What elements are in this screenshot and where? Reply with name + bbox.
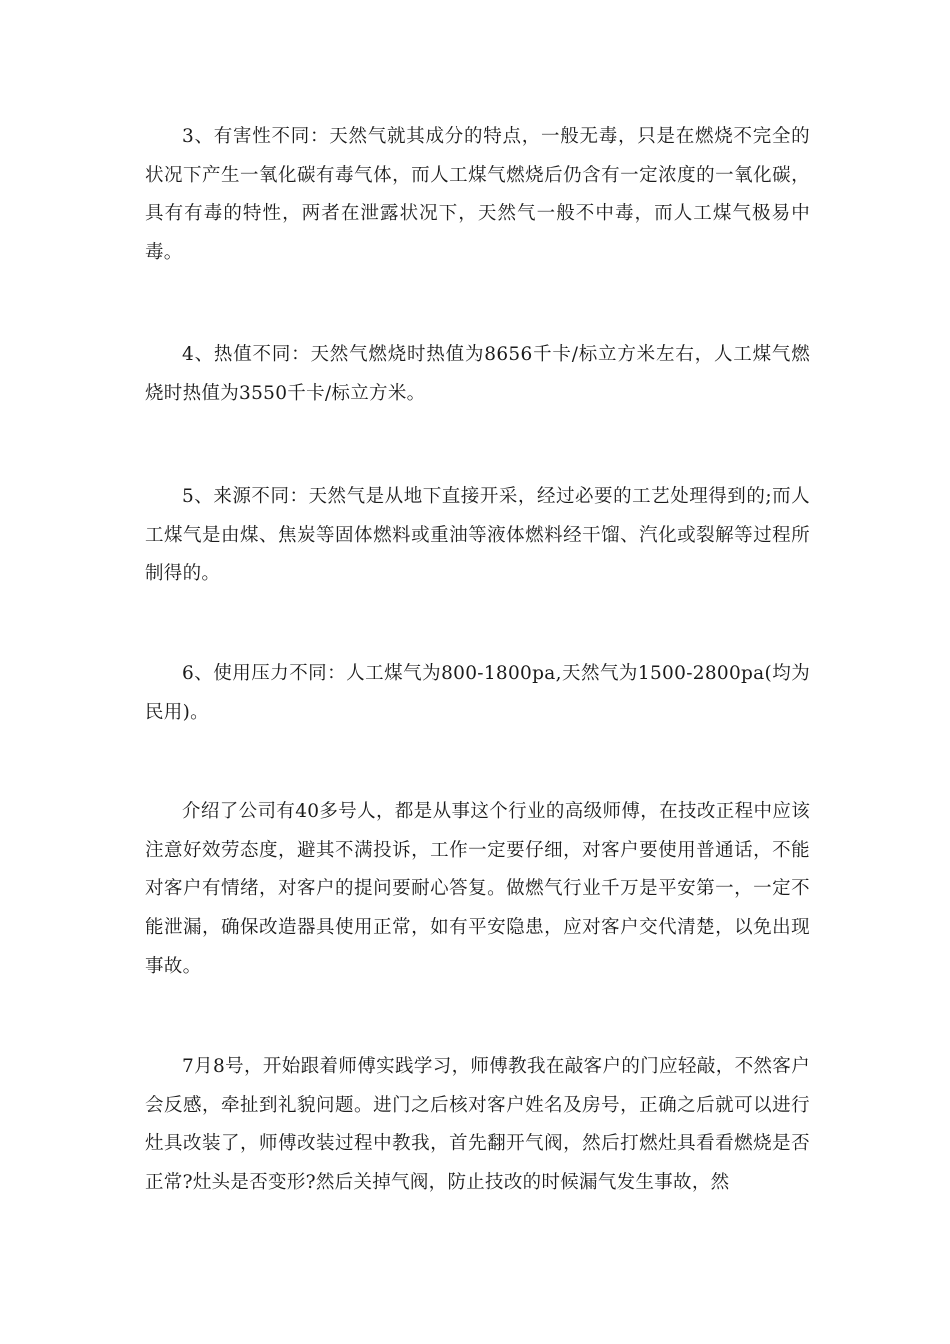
paragraph-company-intro: 介绍了公司有40多号人，都是从事这个行业的高级师傅，在技改正程中应该注意好效劳态度，避其不满投诉，工作一定要仔细，对客户要使用普通话，不能对客户有情绪，对客户的提问要耐心答复。做燃气行业千万是平安第一，一定不能泄漏，确保改造器具使用正常，如有平安隐患，应对客户交代清楚，以免出现事故。	[145, 801, 810, 977]
paragraph-source: 5、来源不同：天然气是从地下直接开采，经过必要的工艺处理得到的;而人工煤气是由煤、焦炭等固体燃料或重油等液体燃料经干馏、汽化或裂解等过程所制得的。	[145, 486, 810, 585]
paragraph-practice: 7月8号，开始跟着师傅实践学习，师傅教我在敲客户的门应轻敲，不然客户会反感，牵扯到礼貌问题。进门之后核对客户姓名及房号，正确之后就可以进行灶具改装了，师傅改装过程中教我，首先翻开气阀，然后打燃灶具看看燃烧是否正常?灶头是否变形?然后关掉气阀，防止技改的时候漏气发生事故，然	[145, 1056, 810, 1194]
paragraph-harmfulness: 3、有害性不同：天然气就其成分的特点，一般无毒，只是在燃烧不完全的状况下产生一氧化碳有毒气体，而人工煤气燃烧后仍含有一定浓度的一氧化碳，具有有毒的特性，两者在泄露状况下，天然气一般不中毒，而人工煤气极易中毒。	[145, 126, 810, 264]
paragraph-pressure: 6、使用压力不同：人工煤气为800-1800pa,天然气为1500-2800pa(均为民用)。	[145, 663, 810, 723]
paragraph-heat-value: 4、热值不同：天然气燃烧时热值为8656千卡/标立方米左右，人工煤气燃烧时热值为3550千卡/标立方米。	[145, 344, 810, 404]
